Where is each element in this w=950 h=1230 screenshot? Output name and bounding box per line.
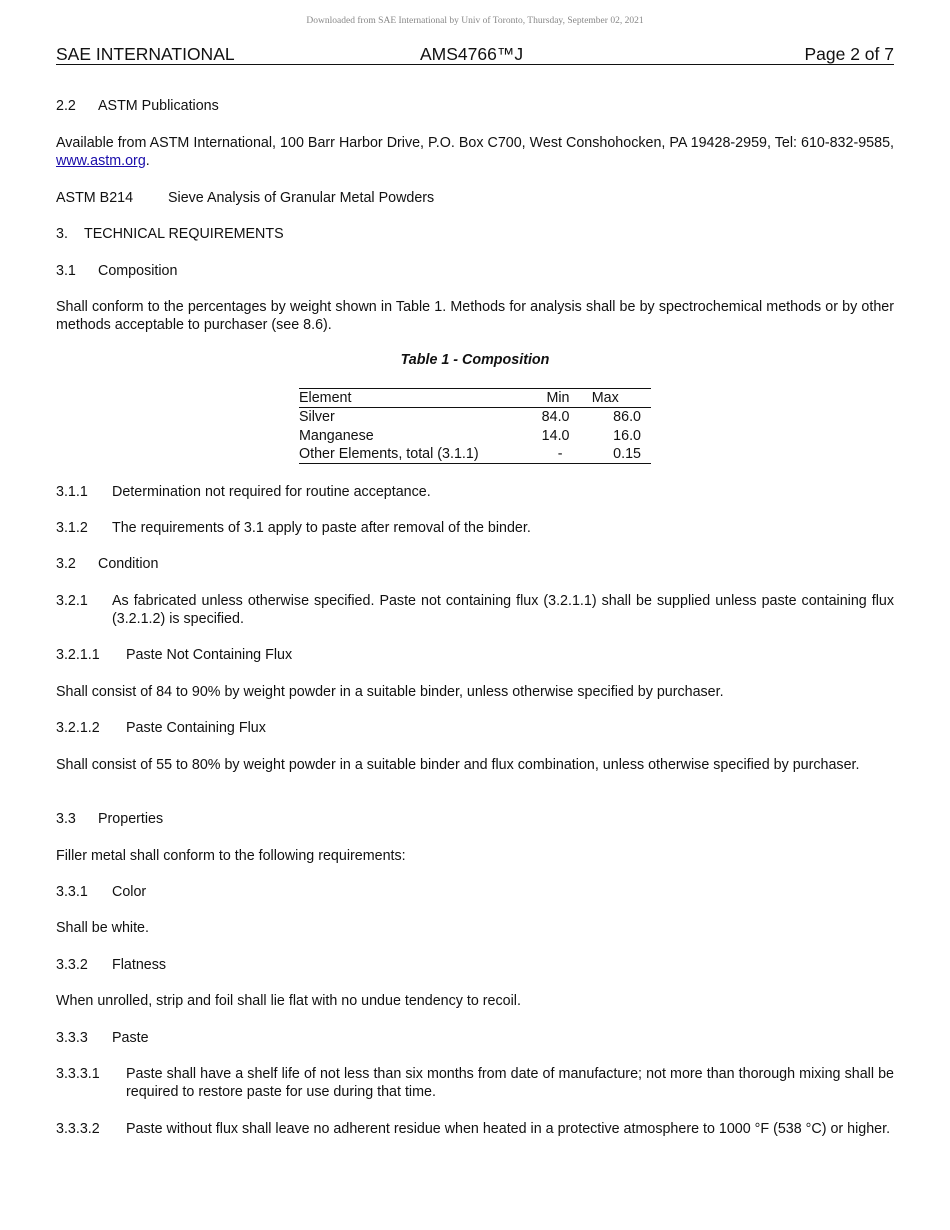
section-3-2-heading (56, 555, 894, 573)
section-number: 3.2.1.1 (56, 647, 100, 663)
composition-table (299, 388, 651, 464)
section-number: 3.3 (56, 811, 76, 827)
page-header (56, 44, 894, 65)
table-caption: Table 1 - Composition (400, 352, 550, 368)
cell-min: 84.0 (541, 409, 570, 426)
section-title: Composition (98, 263, 178, 279)
section-text: The requirements of 3.1 apply to paste after removal of the binder. (112, 520, 531, 536)
astm-website-link[interactable]: www.astm.org (56, 153, 146, 169)
section-2-2-heading (56, 97, 894, 115)
section-title: ASTM Publications (98, 98, 219, 114)
section-number: 3.3.1 (56, 884, 88, 900)
section-text: Paste without flux shall leave no adherent residue when heated in a protective atmosphere to 1000 °F (538 °C) or higher. (126, 1121, 891, 1137)
header-min: Min (546, 390, 570, 407)
section-3-1-heading (56, 262, 894, 280)
astm-availability-paragraph (56, 134, 894, 170)
download-watermark: Downloaded from SAE International by Univ of Toronto, Thursday, September 02, 2021 (306, 16, 644, 26)
section-number: 3.1.2 (56, 520, 88, 536)
section-3-2-1-1-paragraph: Shall consist of 84 to 90% by weight powder in a suitable binder, unless otherwise specified by purchaser. (56, 684, 724, 700)
cell-element: Manganese (299, 427, 374, 444)
section-number: 3. (56, 226, 68, 242)
section-3-3-1-heading (56, 883, 894, 901)
section-3-2-1-1-heading (56, 646, 894, 664)
section-number: 3.1 (56, 263, 76, 279)
section-title: Properties (98, 811, 164, 827)
section-text: Paste shall have a shelf life of not less than six months from date of manufacture; not more than thorough mixing shall be required to restore paste for use during that time. (126, 1066, 894, 1100)
section-title: Flatness (112, 957, 167, 973)
section-3-3-heading (56, 810, 894, 828)
section-number: 3.3.3 (56, 1030, 88, 1046)
header-element: Element (299, 390, 352, 407)
section-number: 3.3.2 (56, 957, 88, 973)
document-number: AMS4766™J (420, 44, 524, 64)
section-3-3-3-2 (56, 1120, 894, 1138)
section-3-2-1-2-paragraph: Shall consist of 55 to 80% by weight powder in a suitable binder and flux combination, unless otherwise specified by purchaser. (56, 757, 860, 773)
section-3-2-1-2-heading (56, 719, 894, 737)
astm-address-text: Available from ASTM International, 100 Barr Harbor Drive, P.O. Box C700, West Conshohocken, PA 19428-2959, Tel: 610-832-9585, (56, 135, 894, 151)
section-3-3-2-heading (56, 956, 894, 974)
cell-element: Silver (299, 409, 335, 426)
cell-min: 14.0 (541, 427, 570, 444)
section-title: Paste (112, 1030, 149, 1046)
cell-min: - (557, 446, 563, 463)
astm-b214-reference (56, 189, 894, 207)
section-3-2-1 (56, 592, 894, 628)
section-number: 3.3.3.1 (56, 1066, 100, 1082)
cell-max: 16.0 (613, 427, 641, 444)
section-number: 3.2.1 (56, 593, 88, 609)
section-text: As fabricated unless otherwise specified. Paste not containing flux (3.2.1.1) shall be supplied unless paste containing flux (3.2.1.2) is specified. (112, 593, 894, 627)
standard-code: ASTM B214 (56, 190, 134, 206)
section-3-1-2 (56, 519, 894, 537)
section-number: 2.2 (56, 98, 76, 114)
astm-text-end: . (145, 153, 150, 169)
section-3-3-3-heading (56, 1029, 894, 1047)
section-3-3-1-paragraph: Shall be white. (56, 920, 149, 936)
section-3-heading (56, 225, 894, 243)
section-number: 3.1.1 (56, 484, 88, 500)
section-title: Condition (98, 556, 159, 572)
section-title: TECHNICAL REQUIREMENTS (84, 226, 284, 242)
standard-title: Sieve Analysis of Granular Metal Powders (168, 190, 435, 206)
table-row (299, 427, 651, 445)
section-number: 3.2 (56, 556, 76, 572)
section-text: Determination not required for routine acceptance. (112, 484, 431, 500)
table-header-row (299, 389, 651, 408)
page-number: Page 2 of 7 (804, 44, 894, 64)
section-title: Paste Not Containing Flux (126, 647, 293, 663)
table-row (299, 445, 651, 464)
cell-max: 0.15 (613, 446, 641, 463)
section-3-3-paragraph: Filler metal shall conform to the following requirements: (56, 848, 406, 864)
section-3-3-3-1 (56, 1065, 894, 1101)
section-3-3-2-paragraph: When unrolled, strip and foil shall lie flat with no undue tendency to recoil. (56, 993, 521, 1009)
cell-element: Other Elements, total (3.1.1) (299, 446, 479, 463)
section-title: Color (112, 884, 147, 900)
section-number: 3.2.1.2 (56, 720, 100, 736)
section-number: 3.3.3.2 (56, 1121, 100, 1137)
cell-max: 86.0 (613, 409, 641, 426)
publisher-name: SAE INTERNATIONAL (56, 44, 235, 64)
section-title: Paste Containing Flux (126, 720, 266, 736)
table-row (299, 408, 651, 427)
section-3-1-paragraph: Shall conform to the percentages by weight shown in Table 1. Methods for analysis shall be by spectrochemical methods or by other methods acceptable to purchaser (see 8.6). (56, 299, 894, 333)
section-3-1-1 (56, 483, 894, 501)
header-max: Max (591, 390, 619, 407)
